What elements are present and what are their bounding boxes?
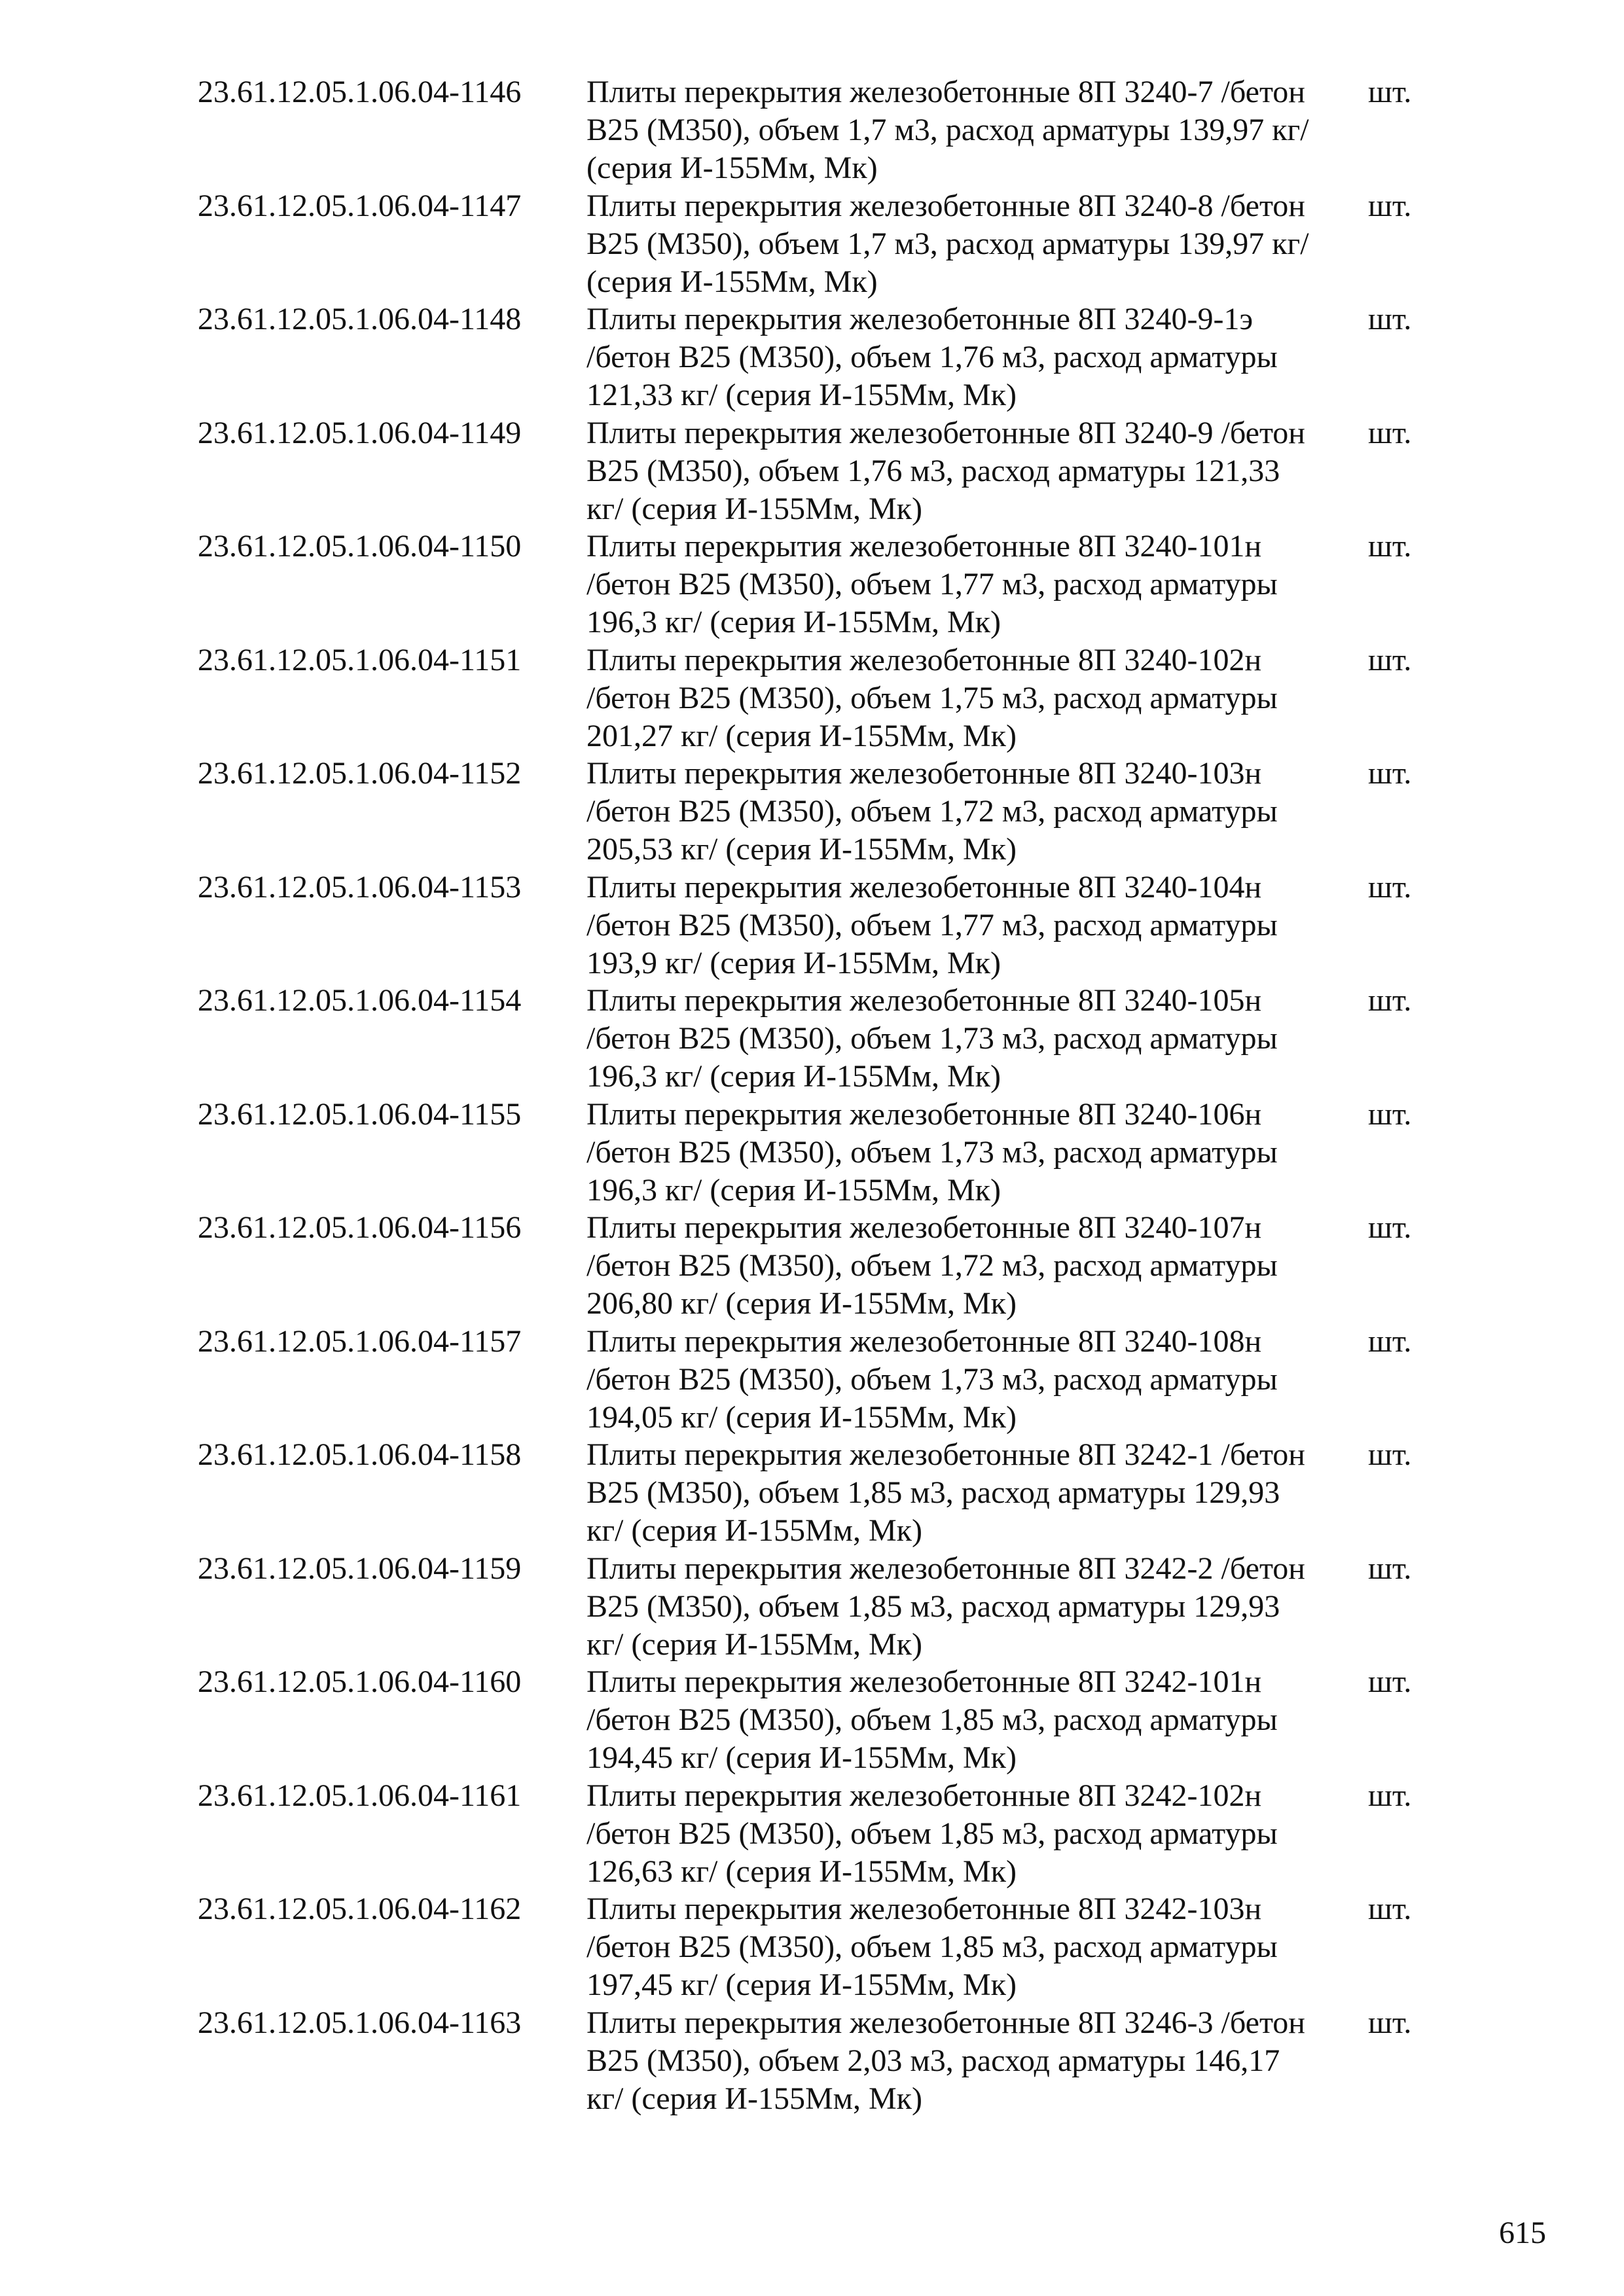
resource-code: 23.61.12.05.1.06.04-1148	[198, 302, 522, 336]
resource-code: 23.61.12.05.1.06.04-1155	[198, 1096, 522, 1132]
unit-of-measure: шт.	[1368, 1323, 1412, 1359]
resource-description: Плиты перекрытия железобетонные 8П 3240-104н /бетон В25 (М350), объем 1,77 м3, расход арматуры 193,9 кг/ (серия И-155Мм, Мк)	[586, 869, 1278, 980]
resource-code: 23.61.12.05.1.06.04-1147	[198, 188, 522, 223]
table-row	[0, 641, 1624, 755]
resource-code: 23.61.12.05.1.06.04-1160	[198, 1664, 522, 1699]
unit-of-measure: шт.	[1368, 642, 1412, 677]
unit-of-measure: шт.	[1368, 75, 1412, 109]
resource-code: 23.61.12.05.1.06.04-1149	[198, 415, 522, 450]
table-row	[0, 414, 1624, 528]
resource-description: Плиты перекрытия железобетонные 8П 3240-105н /бетон В25 (М350), объем 1,73 м3, расход арматуры 196,3 кг/ (серия И-155Мм, Мк)	[586, 983, 1278, 1094]
table-row	[0, 2004, 1624, 2118]
unit-of-measure: шт.	[1368, 983, 1412, 1018]
resource-code: 23.61.12.05.1.06.04-1154	[198, 983, 522, 1018]
resource-description: Плиты перекрытия железобетонные 8П 3242-101н /бетон В25 (М350), объем 1,85 м3, расход арматуры 194,45 кг/ (серия И-155Мм, Мк)	[586, 1664, 1278, 1775]
resource-description: Плиты перекрытия железобетонные 8П 3242-103н /бетон В25 (М350), объем 1,85 м3, расход арматуры 197,45 кг/ (серия И-155Мм, Мк)	[586, 1892, 1278, 2002]
resource-description: Плиты перекрытия железобетонные 8П 3246-3 /бетон В25 (М350), объем 2,03 м3, расход арматуры 146,17 кг/ (серия И-155Мм, Мк)	[586, 2005, 1305, 2116]
resource-description: Плиты перекрытия железобетонные 8П 3240-8 /бетон В25 (М350), объем 1,7 м3, расход арматуры 139,97 кг/ (серия И-155Мм, Мк)	[586, 188, 1309, 299]
unit-of-measure: шт.	[1368, 415, 1412, 450]
table-row	[0, 1209, 1624, 1323]
price-list-table	[0, 73, 1624, 2117]
table-row	[0, 982, 1624, 1096]
page-number: 615	[1499, 2215, 1546, 2250]
table-row	[0, 1323, 1624, 1437]
resource-description: Плиты перекрытия железобетонные 8П 3242-102н /бетон В25 (М350), объем 1,85 м3, расход арматуры 126,63 кг/ (серия И-155Мм, Мк)	[586, 1778, 1278, 1889]
resource-description: Плиты перекрытия железобетонные 8П 3242-1 /бетон В25 (М350), объем 1,85 м3, расход арматуры 129,93 кг/ (серия И-155Мм, Мк)	[586, 1437, 1305, 1548]
table-row	[0, 1096, 1624, 1210]
resource-description: Плиты перекрытия железобетонные 8П 3240-108н /бетон В25 (М350), объем 1,73 м3, расход арматуры 194,05 кг/ (серия И-155Мм, Мк)	[586, 1323, 1278, 1435]
resource-code: 23.61.12.05.1.06.04-1162	[198, 1892, 522, 1926]
table-row	[0, 187, 1624, 301]
resource-description: Плиты перекрытия железобетонные 8П 3240-9 /бетон В25 (М350), объем 1,76 м3, расход арматуры 121,33 кг/ (серия И-155Мм, Мк)	[586, 415, 1305, 526]
resource-description: Плиты перекрытия железобетонные 8П 3240-106н /бетон В25 (М350), объем 1,73 м3, расход арматуры 196,3 кг/ (серия И-155Мм, Мк)	[586, 1096, 1278, 1208]
resource-code: 23.61.12.05.1.06.04-1146	[198, 75, 522, 109]
unit-of-measure: шт.	[1368, 1096, 1412, 1132]
unit-of-measure: шт.	[1368, 302, 1412, 336]
table-row	[0, 1436, 1624, 1550]
unit-of-measure: шт.	[1368, 529, 1412, 564]
resource-description: Плиты перекрытия железобетонные 8П 3240-101н /бетон В25 (М350), объем 1,77 м3, расход арматуры 196,3 кг/ (серия И-155Мм, Мк)	[586, 529, 1278, 639]
resource-code: 23.61.12.05.1.06.04-1161	[198, 1778, 522, 1813]
table-row	[0, 1550, 1624, 1664]
table-row	[0, 300, 1624, 414]
unit-of-measure: шт.	[1368, 1664, 1412, 1699]
resource-code: 23.61.12.05.1.06.04-1159	[198, 1551, 522, 1586]
resource-code: 23.61.12.05.1.06.04-1156	[198, 1210, 522, 1245]
unit-of-measure: шт.	[1368, 2005, 1412, 2040]
resource-code: 23.61.12.05.1.06.04-1150	[198, 529, 522, 564]
table-row	[0, 73, 1624, 187]
unit-of-measure: шт.	[1368, 1210, 1412, 1245]
resource-description: Плиты перекрытия железобетонные 8П 3240-7 /бетон В25 (М350), объем 1,7 м3, расход арматуры 139,97 кг/ (серия И-155Мм, Мк)	[586, 75, 1309, 185]
table-row	[0, 1663, 1624, 1777]
unit-of-measure: шт.	[1368, 869, 1412, 905]
unit-of-measure: шт.	[1368, 188, 1412, 223]
unit-of-measure: шт.	[1368, 756, 1412, 791]
resource-code: 23.61.12.05.1.06.04-1158	[198, 1437, 522, 1472]
resource-description: Плиты перекрытия железобетонные 8П 3240-107н /бетон В25 (М350), объем 1,72 м3, расход арматуры 206,80 кг/ (серия И-155Мм, Мк)	[586, 1210, 1278, 1321]
table-row	[0, 528, 1624, 641]
table-row	[0, 869, 1624, 982]
resource-code: 23.61.12.05.1.06.04-1153	[198, 869, 522, 905]
resource-description: Плиты перекрытия железобетонные 8П 3240-102н /бетон В25 (М350), объем 1,75 м3, расход арматуры 201,27 кг/ (серия И-155Мм, Мк)	[586, 642, 1278, 753]
unit-of-measure: шт.	[1368, 1551, 1412, 1586]
resource-code: 23.61.12.05.1.06.04-1152	[198, 756, 522, 791]
table-row	[0, 1890, 1624, 2004]
unit-of-measure: шт.	[1368, 1778, 1412, 1813]
unit-of-measure: шт.	[1368, 1437, 1412, 1472]
resource-code: 23.61.12.05.1.06.04-1163	[198, 2005, 522, 2040]
resource-description: Плиты перекрытия железобетонные 8П 3242-2 /бетон В25 (М350), объем 1,85 м3, расход арматуры 129,93 кг/ (серия И-155Мм, Мк)	[586, 1551, 1305, 1662]
resource-code: 23.61.12.05.1.06.04-1151	[198, 642, 522, 677]
resource-description: Плиты перекрытия железобетонные 8П 3240-9-1э /бетон В25 (М350), объем 1,76 м3, расход арматуры 121,33 кг/ (серия И-155Мм, Мк)	[586, 302, 1278, 412]
table-row	[0, 755, 1624, 869]
resource-code: 23.61.12.05.1.06.04-1157	[198, 1323, 522, 1359]
table-row	[0, 1777, 1624, 1891]
resource-description: Плиты перекрытия железобетонные 8П 3240-103н /бетон В25 (М350), объем 1,72 м3, расход арматуры 205,53 кг/ (серия И-155Мм, Мк)	[586, 756, 1278, 867]
unit-of-measure: шт.	[1368, 1892, 1412, 1926]
